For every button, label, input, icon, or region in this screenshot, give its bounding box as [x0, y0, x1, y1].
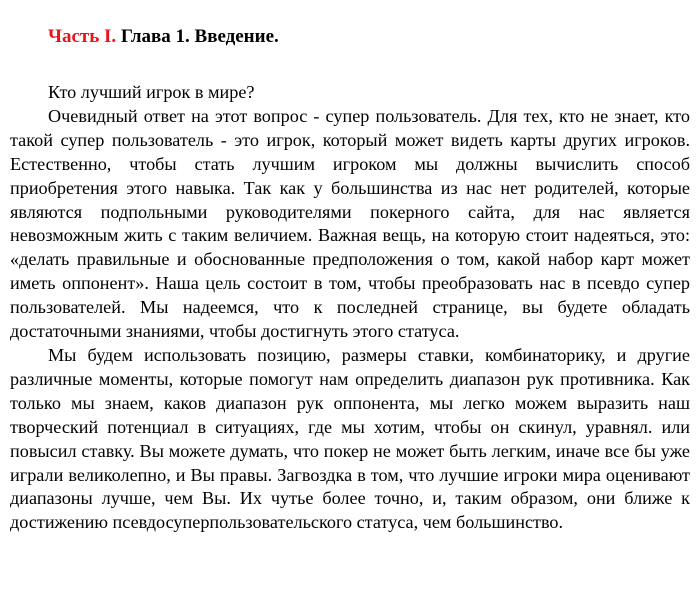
paragraph-1: Очевидный ответ на этот вопрос - супер пользователь. Для тех, кто не знает, кто такой супер пользователь - это игрок, который может видеть карты других игроков. Естественно, чтобы стать лучшим игроком мы должны вычислить способ приобретения этого навыка. Так как у большинства из нас нет родителей, которые являются подпольными руководителями покерного сайта, для нас является невозможным жить с таким величием. Важная вещь, на которую стоит надеяться, это: «делать правильные и обоснованные предположения о том, какой набор карт может иметь оппонент». Наша цель состоит в том, чтобы преобразовать нас в псевдо супер пользователей. Мы надеемся, что к последней странице, вы будете обладать достаточными знаниями, чтобы достигнуть этого статуса.	[10, 105, 690, 342]
chapter-heading	[48, 20, 690, 54]
intro-question: Кто лучший игрок в мире?	[48, 82, 255, 102]
part-label: Часть I.	[48, 26, 117, 47]
heading-spacer	[10, 54, 690, 81]
paragraph-2: Мы будем использовать позицию, размеры ставки, комбинаторику, и другие различные моменты, которые помогут нам определить диапазон рук противника. Как только мы знаем, каков диапазон рук оппонента, мы легко можем выразить наш творческий потенциал в ситуациях, где мы хотим, чтобы он скинул, уравнял. или повысил ставку. Вы можете думать, что покер не может быть легким, иначе все бы уже играли великолепно, и Вы правы. Загвоздка в том, что лучшие игроки мира оценивают диапазоны лучше, чем Вы. Их чутье более точно, и, таким образом, они ближе к достижению псевдосуперпользовательского статуса, чем большинство.	[10, 344, 690, 533]
chapter-title: Глава 1. Введение.	[116, 26, 279, 47]
